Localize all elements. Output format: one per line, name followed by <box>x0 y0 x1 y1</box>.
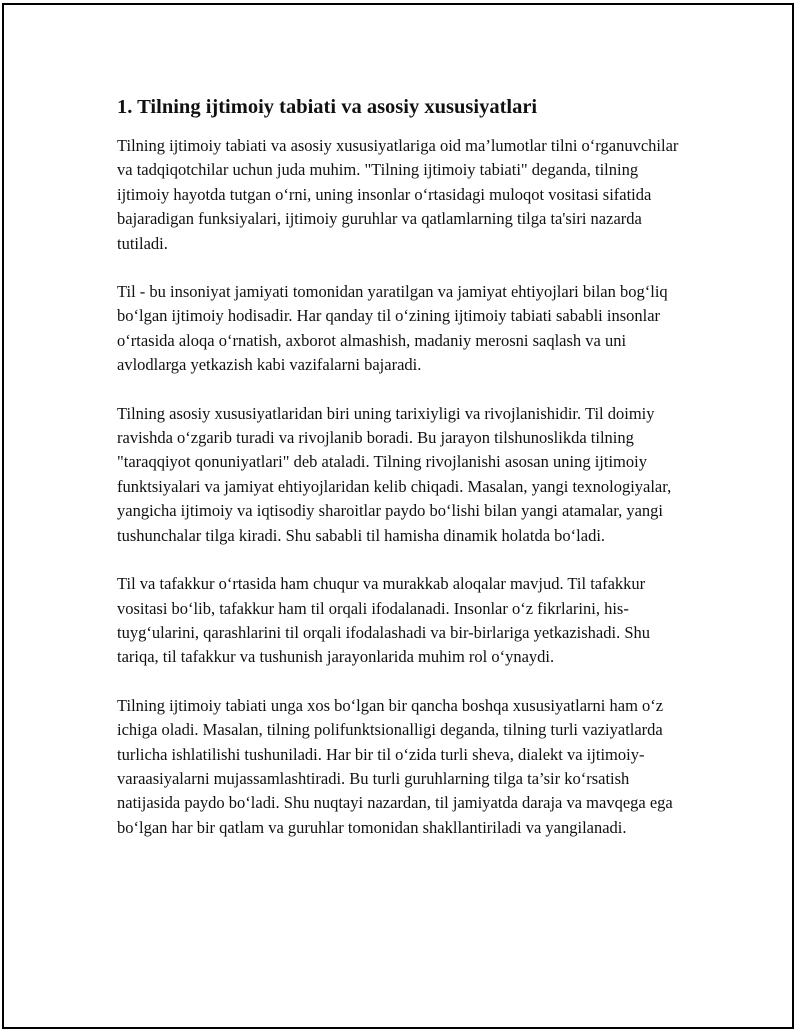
paragraph-4: Til va tafakkur o‘rtasida ham chuqur va murakkab aloqalar mavjud. Til tafakkur vositasi bo‘lib, tafakkur ham til orqali ifodalanadi. Insonlar o‘z fikrlarini, his-tuyg‘ularini, qarashlarini til orqali ifodalashadi va bir-birlariga yetkazishadi. Shu tariqa, til tafakkur va tushunish jarayonlarida muhim rol o‘ynaydi. <box>117 574 651 667</box>
paragraph-1: Tilning ijtimoiy tabiati va asosiy xususiyatlariga oid ma’lumotlar tilni o‘rganuvchilar va tadqiqotchilar uchun juda muhim. "Tilning ijtimoiy tabiati" deganda, tilning ijtimoiy hayotda tutgan o‘rni, uning insonlar o‘rtasidagi muloqot vositasi sifatida bajaradigan funksiyalari, ijtimoiy guruhlar va qatlamlarning tilga ta'siri nazarda tutiladi. <box>117 136 679 253</box>
section-heading: 1. Tilning ijtimoiy tabiati va asosiy xususiyatlari <box>117 96 538 118</box>
paragraph-5: Tilning ijtimoiy tabiati unga xos bo‘lgan bir qancha boshqa xususiyatlarni ham o‘z ichiga oladi. Masalan, tilning polifunktsionalligi deganda, tilning turli vaziyatlarda turlicha ishlatilishi tushuniladi. Har bir til o‘zida turli sheva, dialekt va ijtimoiy-varaasiyalarni mujassamlashtiradi. Bu turli guruhlarning tilga ta’sir ko‘rsatish natijasida paydo bo‘ladi. Shu nuqtayi nazardan, til jamiyatda daraja va mavqega ega bo‘lgan har bir qatlam va guruhlar tomonidan shakllantiriladi va yangilanadi. <box>117 695 673 837</box>
paragraph-3: Tilning asosiy xususiyatlaridan biri uning tarixiyligi va rivojlanishidir. Til doimiy ravishda o‘zgarib turadi va rivojlanib boradi. Bu jarayon tilshunoslikda tilning "taraqqiyot qonuniyatlari" deb ataladi. Tilning rivojlanishi asosan uning ijtimoiy funktsiyalari va jamiyat ehtiyojlaridan kelib chiqadi. Masalan, yangi texnologiyalar, yangicha ijtimoiy va iqtisodiy sharoitlar paydo bo‘lishi bilan yangi atamalar, yangi tushunchalar tilga kiradi. Shu sababli til hamisha dinamik holatda bo‘ladi. <box>117 403 672 545</box>
paragraph-2: Til - bu insoniyat jamiyati tomonidan yaratilgan va jamiyat ehtiyojlari bilan bog‘liq bo‘lgan ijtimoiy hodisadir. Har qanday til o‘zining ijtimoiy tabiati sababli insonlar o‘rtasida aloqa o‘rnatish, axborot almashish, madaniy merosni saqlash va uni avlodlarga yetkazish kabi vazifalarni bajaradi. <box>117 282 668 375</box>
document-body <box>117 94 692 864</box>
